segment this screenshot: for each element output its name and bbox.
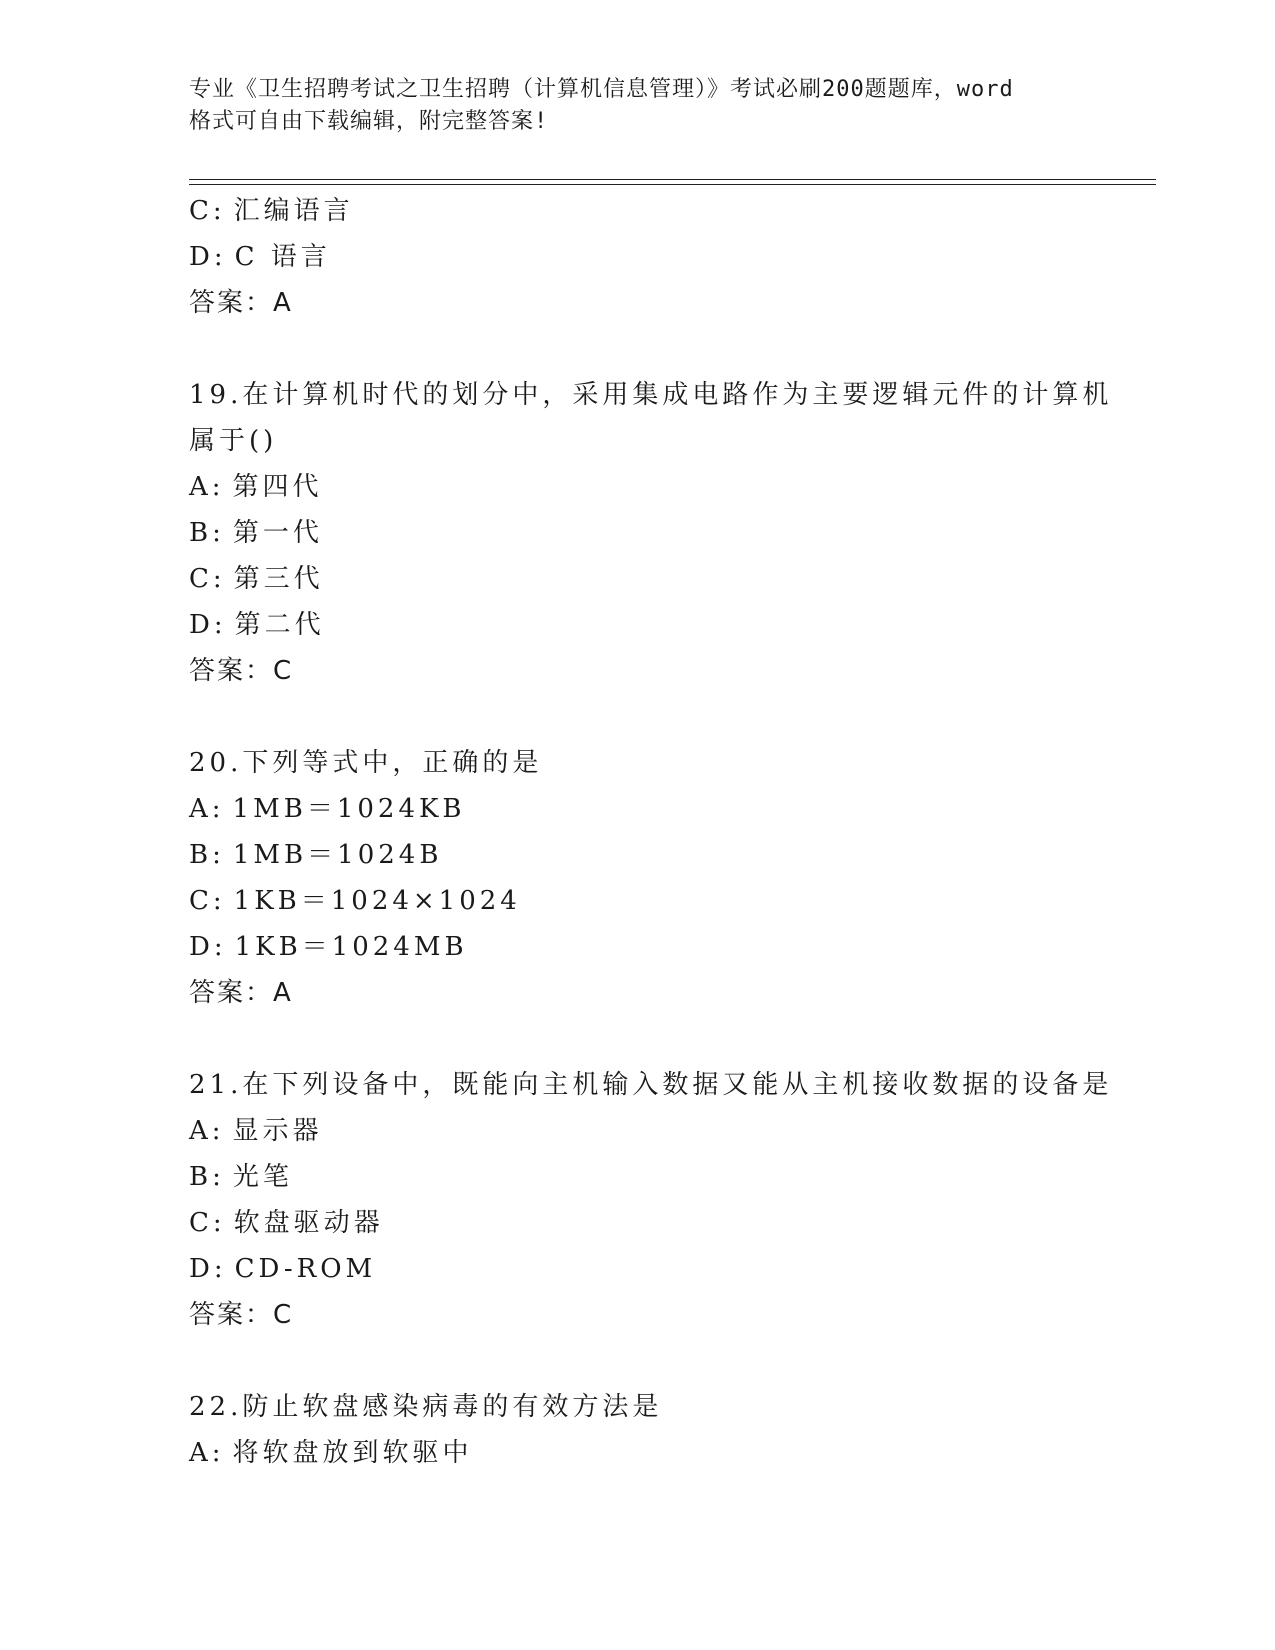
answer-line: 答案：C: [189, 1300, 294, 1330]
option-key: B:: [189, 518, 225, 548]
option-text: 1KB＝1024MB: [234, 932, 468, 962]
option-d: [189, 602, 1149, 648]
spacer: [189, 326, 1149, 372]
option-a: [189, 786, 1149, 832]
option-text: 第三代: [233, 564, 324, 594]
option-key: A:: [189, 794, 225, 824]
option-key: C:: [189, 564, 226, 594]
option-text: 汇编语言: [233, 196, 354, 226]
option-d: [189, 924, 1149, 970]
option-key: C:: [189, 886, 226, 916]
question-20-stem: 20.下列等式中，正确的是: [189, 748, 543, 778]
option-text: 1KB＝1024×1024: [233, 886, 521, 916]
option-b: [189, 1154, 1149, 1200]
question-19-stem-cont: 属于(): [189, 426, 278, 456]
option-key: D:: [189, 610, 227, 640]
option-text: CD-ROM: [234, 1254, 377, 1284]
question-21-stem: 21.在下列设备中，既能向主机输入数据又能从主机接收数据的设备是: [189, 1070, 1113, 1100]
option-key: D:: [189, 932, 227, 962]
option-key: C:: [189, 196, 226, 226]
option-key: A:: [189, 1116, 225, 1146]
option-key: B:: [189, 1162, 225, 1192]
option-text: 光笔: [232, 1162, 293, 1192]
answer-line: 答案：A: [189, 288, 293, 318]
option-text: 1MB＝1024B: [232, 840, 443, 870]
spacer: [189, 1016, 1149, 1062]
header-divider-bottom: [189, 184, 1156, 185]
option-key: D:: [189, 242, 227, 272]
option-a: [189, 1108, 1149, 1154]
option-key: C:: [189, 1208, 226, 1238]
option-b: [189, 510, 1149, 556]
header-line-1: 专业《卫生招聘考试之卫生招聘（计算机信息管理）》考试必刷200题题库，word: [189, 77, 1014, 102]
option-text: 第一代: [232, 518, 323, 548]
option-key: A:: [189, 472, 225, 502]
document-header: [189, 74, 1109, 138]
option-key: D:: [189, 1254, 227, 1284]
answer-line: 答案：A: [189, 978, 293, 1008]
option-text: 软盘驱动器: [233, 1208, 384, 1238]
header-divider-top: [189, 179, 1156, 180]
question-19-stem: 19.在计算机时代的划分中，采用集成电路作为主要逻辑元件的计算机: [189, 380, 1113, 410]
option-text: C 语言: [234, 242, 331, 272]
option-a: [189, 464, 1149, 510]
question-22-stem: 22.防止软盘感染病毒的有效方法是: [189, 1392, 663, 1422]
option-text: 第四代: [232, 472, 323, 502]
option-key: B:: [189, 840, 225, 870]
option-c: [189, 556, 1149, 602]
option-c: [189, 878, 1149, 924]
option-a: [189, 1430, 1149, 1476]
header-line-2: 格式可自由下载编辑，附完整答案!: [189, 109, 549, 134]
option-b: [189, 832, 1149, 878]
option-text: 将软盘放到软驱中: [232, 1438, 473, 1468]
answer-line: 答案：C: [189, 656, 294, 686]
option-c: [189, 1200, 1149, 1246]
question-list: [189, 188, 1149, 1476]
option-d: [189, 1246, 1149, 1292]
spacer: [189, 694, 1149, 740]
spacer: [189, 1338, 1149, 1384]
option-c: [189, 188, 1149, 234]
option-text: 显示器: [232, 1116, 323, 1146]
option-text: 1MB＝1024KB: [232, 794, 466, 824]
option-key: A:: [189, 1438, 225, 1468]
option-text: 第二代: [234, 610, 325, 640]
option-d: [189, 234, 1149, 280]
